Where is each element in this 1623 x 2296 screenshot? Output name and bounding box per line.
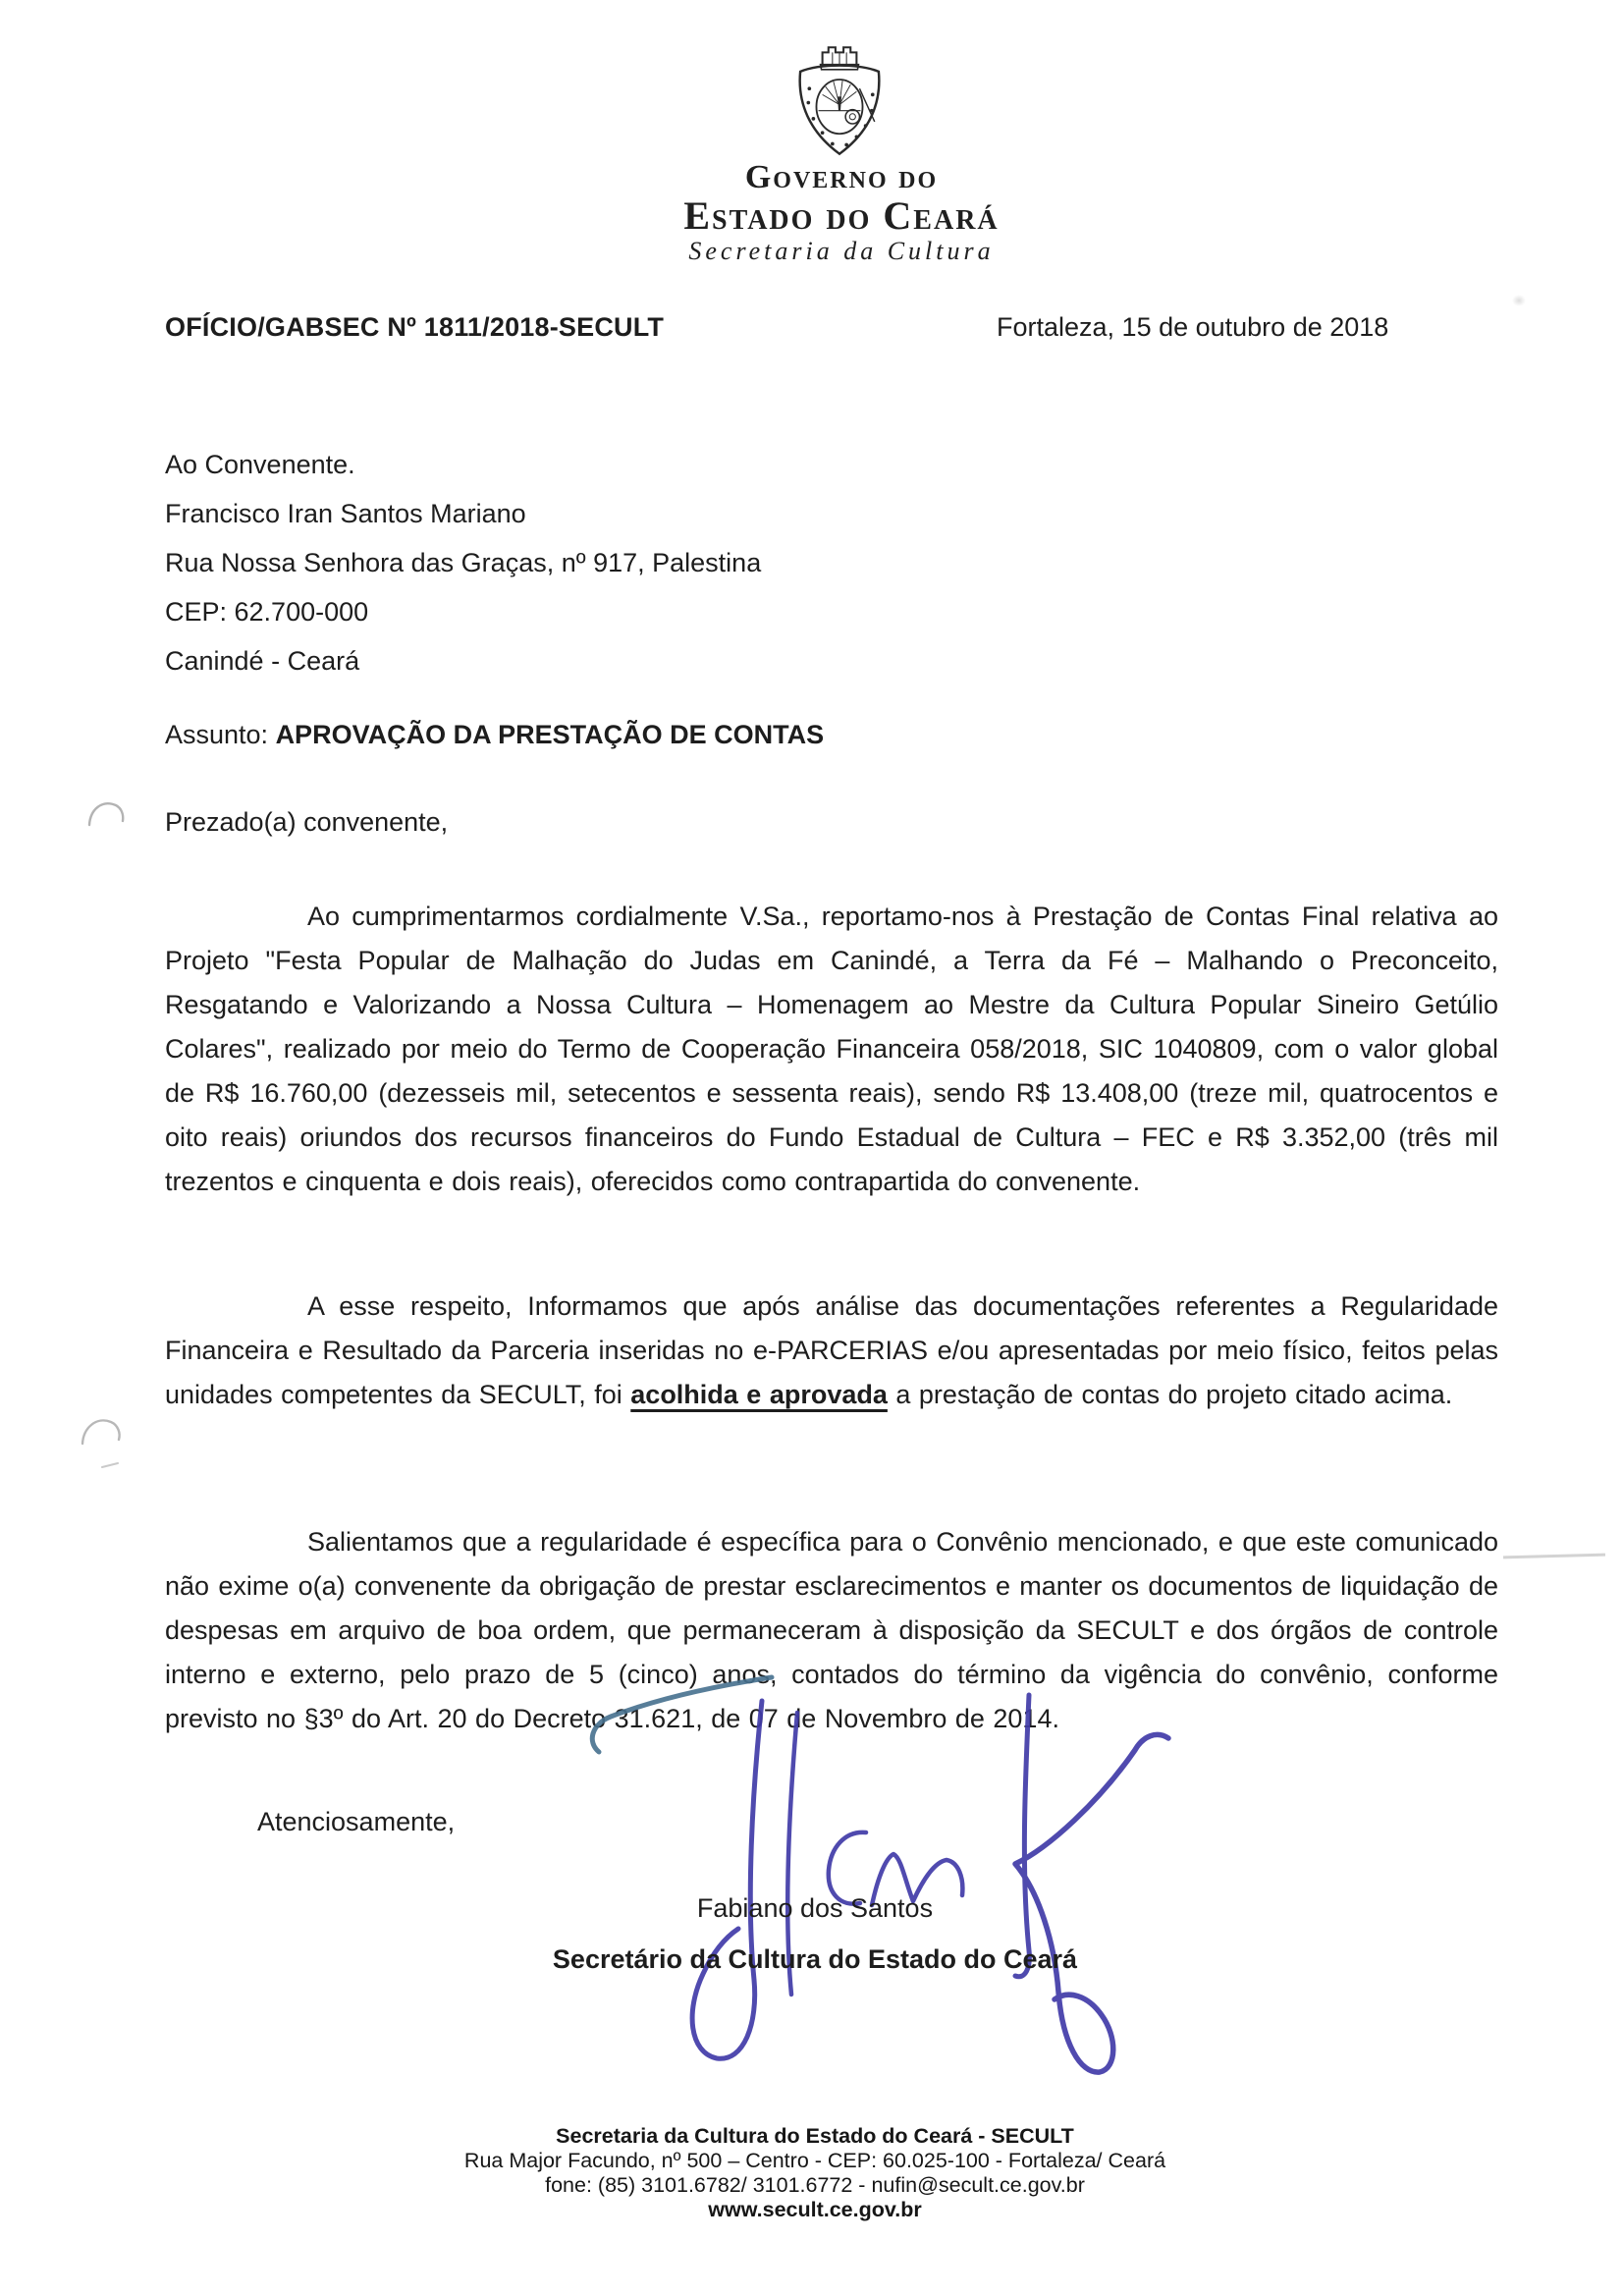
- body-paragraph-3: Salientamos que a regularidade é específica para o Convênio mencionado, e que este comunicado não exime o(a) convenente da obrigação de prestar esclarecimentos e manter os documentos de liquidação de despesas em arquivo de boa ordem, que permaneceram à disposição da SECULT e dos órgãos de controle interno e externo, pelo prazo de 5 (cinco) anos, contados do término da vigência do convênio, conforme previsto no §3º do Art. 20 do Decreto 31.621, de 07 de Novembro de 2014.: [165, 1527, 1498, 1733]
- recipient-line: Rua Nossa Senhora das Graças, nº 917, Palestina: [165, 548, 762, 577]
- signer-title: Secretário da Cultura do Estado do Ceará: [552, 1944, 1078, 1974]
- body-paragraph-1: Ao cumprimentarmos cordialmente V.Sa., reportamo-nos à Prestação de Contas Final relativa ao Projeto "Festa Popular de Malhação do Judas em Canindé, a Terra da Fé – Malhando o Preconceito, Resgatando e Valorizando a Nossa Cultura – Homenagem ao Mestre da Cultura Popular Sineiro Getúlio Colares", realizado por meio do Termo de Cooperação Financeira 058/2018, SIC 1040809, com o valor global de R$ 16.760,00 (dezesseis mil, setecentos e sessenta reais), sendo R$ 13.408,00 (treze mil, quatrocentos e oito reais) oriundos dos recursos financeiros do Fundo Estadual de Cultura – FEC e R$ 3.352,00 (três mil trezentos e cinquenta e dois reais), oferecidos como contrapartida do convenente.: [165, 902, 1498, 1196]
- footer-org: Secretaria da Cultura do Estado do Ceará - SECULT: [556, 2124, 1074, 2148]
- paragraph2-emphasis: acolhida e aprovada: [630, 1380, 888, 1409]
- recipient-line: Canindé - Ceará: [165, 646, 360, 676]
- scan-artifact-arc: [86, 793, 128, 833]
- footer-contact: fone: (85) 3101.6782/ 3101.6772 - nufin@secult.ce.gov.br: [545, 2173, 1085, 2197]
- signer-name: Fabiano dos Santos: [696, 1893, 934, 1923]
- paragraph2-text: A esse respeito, Informamos que após análise das documentações referentes a Regularidade Financeira e Resultado da Parceria inseridas no e-PARCERIAS e/ou apresentadas por meio físico, feitos pelas unidades competentes da SECULT, foi: [165, 1291, 1498, 1409]
- subject-label: Assunto:: [165, 720, 276, 749]
- letter-footer: [113, 2124, 1517, 2222]
- letterhead-org-block: [517, 159, 1165, 266]
- recipient-line: Francisco Iran Santos Mariano: [165, 499, 526, 528]
- recipient-block: [165, 440, 761, 685]
- paragraph2-text: a prestação de contas do projeto citado acima.: [887, 1380, 1453, 1409]
- org-government-line1: Governo do: [744, 159, 939, 195]
- ceara-coat-of-arms-icon: [795, 43, 884, 159]
- document-number: OFÍCIO/GABSEC Nº 1811/2018-SECULT: [165, 312, 665, 342]
- recipient-line: CEP: 62.700-000: [165, 597, 369, 627]
- recipient-line: Ao Convenente.: [165, 450, 355, 479]
- closing: Atenciosamente,: [257, 1807, 456, 1836]
- org-department: Secretaria da Cultura: [688, 237, 995, 265]
- scan-artifact-line: [1503, 1554, 1605, 1559]
- subject-value: APROVAÇÃO DA PRESTAÇÃO DE CONTAS: [275, 720, 825, 749]
- scan-artifact-smudge: [1512, 295, 1526, 306]
- footer-address: Rua Major Facundo, nº 500 – Centro - CEP: 60.025-100 - Fortaleza/ Ceará: [463, 2149, 1166, 2172]
- subject-line: [165, 720, 824, 750]
- org-government-line2: Estado do Ceará: [683, 193, 1000, 238]
- scan-artifact-arc: [79, 1410, 130, 1475]
- footer-website: www.secult.ce.gov.br: [708, 2198, 922, 2221]
- place-and-date: Fortaleza, 15 de outubro de 2018: [997, 312, 1389, 342]
- salutation: Prezado(a) convenente,: [165, 807, 449, 837]
- body-paragraph-2: [165, 1285, 1498, 1417]
